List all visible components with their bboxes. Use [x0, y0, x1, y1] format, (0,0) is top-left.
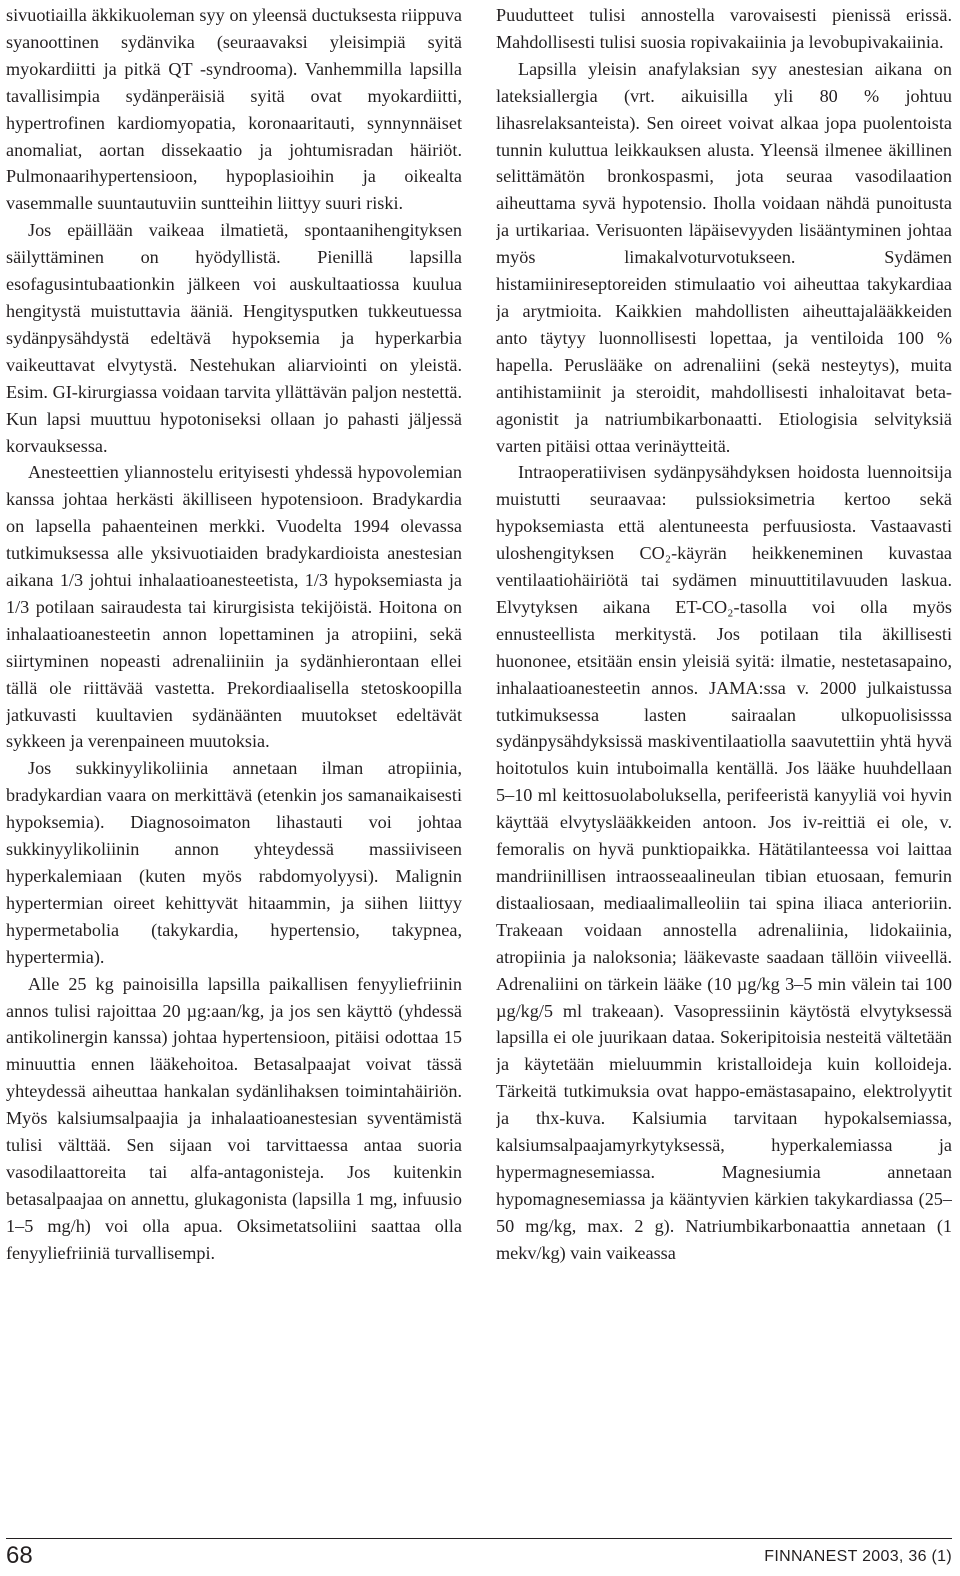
left-paragraph-2: Jos epäillään vaikeaa ilmatietä, spontaanihengityksen säilyttäminen on hyödyllistä. Pienillä lapsilla esofagusintubaationkin jälkeen voi auskultaatiossa kuulua hengitystä muistuttavia ääniä. Hengitysputken tukkeutuessa sydänpysähdystä edeltävä hypoksemia ja hyperkarbia vaikeuttavat elvytystä. Nestehukan aliarviointi on yleistä. Esim. GI-kirurgiassa voidaan tarvita yllättävän paljon nestettä. Kun lapsi muuttuu hypotoniseksi ollaan jo pahasti jäljessä korvauksessa.	[6, 220, 462, 456]
left-paragraph-4: Jos sukkinyylikoliinia annetaan ilman atropiinia, bradykardian vaara on merkittävä (etenkin jos samanaikaisesti hypoksemia). Diagnosoimaton lihastauti voi johtaa sukkinyylikoliinin annon yhteydessä massiiviseen hyperkalemiaan (kuten myös rabdomyolyysi). Malignin hypertermian oireet kehittyvät hitaammin, ja siihen liittyy hypermetabolia (takykardia, hypertensio, takypnea, hypertermia).	[6, 758, 462, 967]
right-text-column	[496, 2, 952, 1462]
right-paragraph-2: Lapsilla yleisin anafylaksian syy anestesian aikana on lateksiallergia (vrt. aikuisilla yli 80 % johtuu lihasrelaksanteista). Sen oireet voivat alkaa jopa puolentoista tunnin kuluttua leikkauksen alusta. Yleensä ilmenee äkillinen selittämätön bronkospasmi, jota seuraa vasodilaation aiheuttama syvä hypotensio. Iholla voidaan nähdä punoitusta ja urtikariaa. Verisuonten läpäisevyyden lisääntyminen johtaa myös limakalvoturvotukseen. Sydämen histamiinireseptoreiden stimulaatio voi aiheuttaa takykardiaa ja arytmioita. Kaikkien mahdollisten aiheuttajalääkkeiden anto täytyy luonnollisesti lopettaa, ja ventiloida 100 % hapella. Peruslääke on adrenaliini (sekä nesteytys), muita antihistamiinit ja steroidit, mahdollisesti inhaloitavat beta-agonistit ja natriumbikarbonaatti. Etiologisia selvityksiä varten pitäisi ottaa verinäytteitä.	[496, 58, 952, 456]
left-paragraph-3: Anesteettien yliannostelu erityisesti yhdessä hypovolemian kanssa johtaa herkästi äkilliseen hypotensioon. Bradykardia on lapsella pahaenteinen merkki. Vuodelta 1994 olevassa tutkimuksessa alle yksivuotiaiden bradykardioista anestesian aikana 1/3 johtui inhalaatioanesteetista, 1/3 hypoksemiasta ja 1/3 potilaan sairaudesta tai kirurgisista tekijöistä. Hoitona on inhalaatioanesteetin annon lopettaminen ja atropiini, sekä siirtyminen nopeasti adrenaliiniin ja sydänhierontaan ellei tällä ole riittävää vastetta. Prekordiaalisella stetoskoopilla jatkuvasti kuultavien sydänäänten muutokset edeltävät sykkeen ja verenpaineen muutoksia.	[6, 462, 462, 752]
left-paragraph-5: Alle 25 kg painoisilla lapsilla paikallisen fenyyliefriinin annos tulisi rajoittaa 20 µg:aan/kg, ja jos sen käyttö (yhdessä antikolinergin kanssa) johtaa hypertensioon, pitäisi odottaa 15 minuuttia ennen lääkehoitoa. Betasalpaajat voivat tässä yhteydessä aiheuttaa hankalan sydänlihaksen toimintahäiriön. Myös kalsiumsalpaajia ja inhalaatioanestesian syventämistä tulisi välttää. Sen sijaan voi tarvittaessa antaa suoria vasodilaattoreita tai alfa-antagonisteja. Jos kuitenkin betasalpaajaa on annettu, glukagonista (lapsilla 1 mg, infuusio 1–5 mg/h) voi olla apua. Oksimetatsoliini saattaa olla fenyyliefriiniä turvallisempi.	[6, 973, 462, 1263]
left-text-column	[6, 2, 462, 1462]
right-paragraph-1: Puudutteet tulisi annostella varovaisesti pienissä erissä. Mahdollisesti tulisi suosia ropivakaiinia ja levobupivakaiinia.	[496, 5, 952, 52]
footer-divider	[6, 1538, 952, 1539]
page-number: 68	[6, 1542, 33, 1569]
journal-citation: FINNANEST 2003, 36 (1)	[764, 1548, 952, 1565]
right-paragraph-3: Intraoperatiivisen sydänpysähdyksen hoidosta luennoitsija muistutti seuraavaa: pulssioksimetria kertoo sekä hypoksemiasta että alentuneesta perfuusiosta. Vastaavasti uloshengityksen CO₂-käyrän heikkeneminen kuvastaa ventilaatiohäiriötä tai sydämen minuuttitilavuuden laskua. Elvytyksen aikana ET-CO₂-tasolla voi olla myös ennusteellista merkitystä. Jos potilaan tila äkillisesti huononee, etsitään ensin yleisiä syitä: ilmatie, nestetasapaino, inhalaatioanesteetin annos. JAMA:ssa v. 2000 julkaistussa tutkimuksessa lasten sairaalan ulkopuolisisssa sydänpysähdyksissä maskiventilaatiolla saavutettiin yhtä hyvä hoitotulos kuin intuboimalla kentällä. Jos lääke huuhdellaan 5–10 ml keittosuolaboluksella, perifeeristä kanyyliä voi hyvin käyttää elvytyslääkkeiden antoon. Jos iv-reittiä ei ole, v. femoralis on hyvä punktiopaikka. Hätätilanteessa voi laittaa mandriinillisen intraosseaalineulan tibian etuosaan, femurin distaaliosaan, mediaalimalleoliin tai spina iliaca anterioriin. Trakeaan voidaan annostella adrenaliinia, lidokaiinia, atropiinia ja naloksonia; lääkevaste saadaan tällöin viiveellä. Adrenaliini on tärkein lääke (10 µg/kg 3–5 min välein tai 100 µg/kg/5 ml trakeaan). Vasopressiinin käytöstä elvytyksessä lapsilla ei ole juurikaan dataa. Sokeripitoisia nesteitä vältetään ja käytetään mieluummin kristalloideja kuin kolloideja. Tärkeitä tutkimuksia ovat happo-emästasapaino, elektrolyytit ja thx-kuva. Kalsiumia tarvitaan hypokalsemiassa, kalsiumsalpaajamyrkytyksessä, hyperkalemiassa ja hypermagnesemiassa. Magnesiumia annetaan hypomagnesemiassa ja kääntyvien kärkien takykardiassa (25–50 mg/kg, max. 2 g). Natriumbikarbonaattia annetaan (1 mekv/kg) vain vaikeassa	[496, 462, 952, 1263]
left-paragraph-1: sivuotiailla äkkikuoleman syy on yleensä ductuksesta riippuva syanoottinen sydänvika (seuraavaksi yleisimpiä syitä myokardiitti ja pitkä QT -syndrooma). Vanhemmilla lapsilla tavallisimpia sydänperäisiä syitä ovat myokardiitti, hypertrofinen kardiomyopatia, koronaaritauti, synnynnäiset anomaliat, aortan dissekaatio ja johtumisradan häiriöt. Pulmonaarihypertensioon, hypoplasioihin ja oikealta vasemmalle suuntautuviin suntteihin liittyy suuri riski.	[6, 5, 462, 214]
